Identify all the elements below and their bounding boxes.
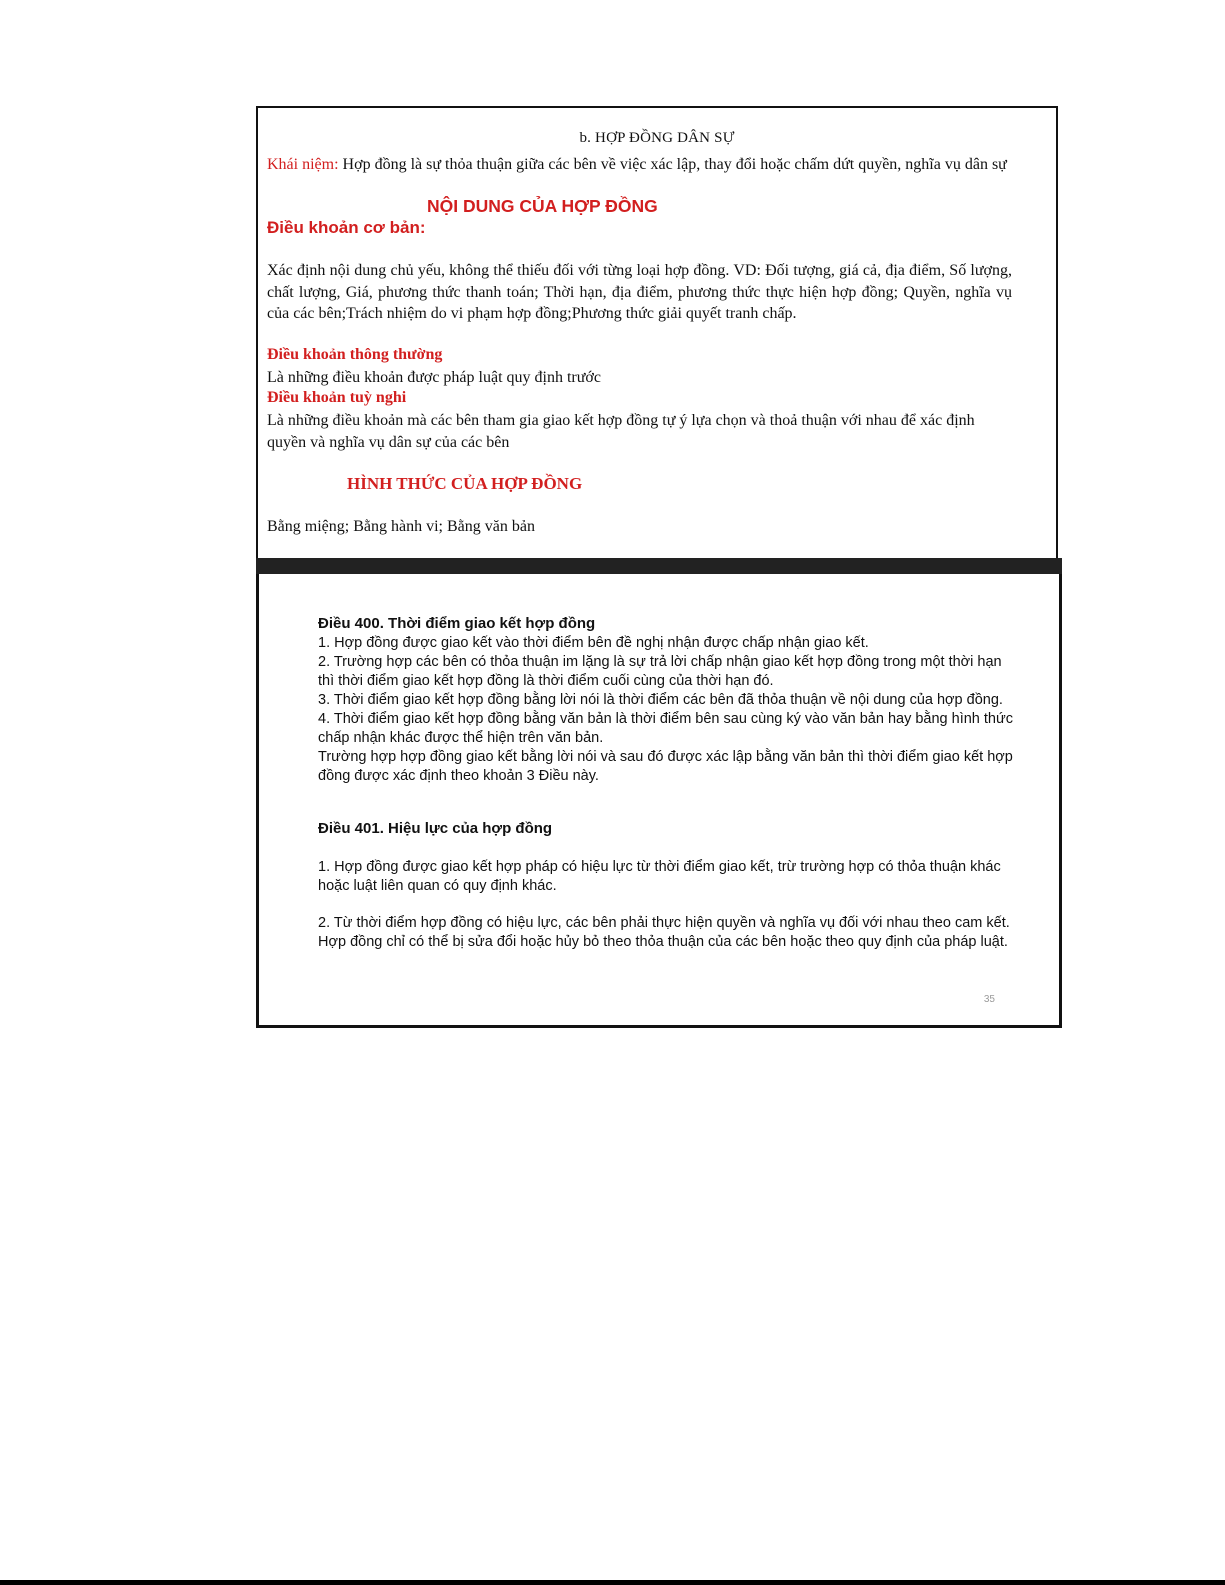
usual-terms-heading: Điều khoản thông thường	[267, 346, 443, 363]
article-401-item-2: 2. Từ thời điểm hợp đồng có hiệu lực, các bên phải thực hiện quyền và nghĩa vụ đối với nhau theo cam kết. Hợp đồng chỉ có thể bị sửa đổi hoặc hủy bỏ theo thỏa thuận của các bên hoặc theo quy định của pháp luật.	[318, 915, 1010, 950]
form-text: Bằng miệng; Bằng hành vi; Bằng văn bản	[267, 518, 535, 535]
list-item: 4. Thời điểm giao kết hợp đồng bằng văn bản là thời điểm bên sau cùng ký vào văn bản hay bằng hình thức chấp nhận khác được thể hiện trên văn bản.	[318, 711, 1013, 746]
concept-paragraph	[267, 154, 1012, 176]
slide-divider	[256, 558, 1062, 574]
basic-terms-heading: Điều khoản cơ bản:	[267, 218, 426, 237]
form-heading: HÌNH THỨC CỦA HỢP ĐỒNG	[347, 474, 583, 493]
article-401-item-1: 1. Hợp đồng được giao kết hợp pháp có hiệu lực từ thời điểm giao kết, trừ trường hợp có thỏa thuận khác hoặc luật liên quan có quy định khác.	[318, 859, 1001, 894]
article-401-heading: Điều 401. Hiệu lực của hợp đồng	[318, 820, 553, 837]
basic-terms-text: Xác định nội dung chủ yếu, không thể thiếu đối với từng loại hợp đồng. VD: Đối tượng, giá cả, địa điểm, Số lượng, chất lượng, Giá, phương thức thanh toán; Thời hạn, địa điểm, phương thức thực hiện hợp đồng; Quyền, nghĩa vụ của các bên;Trách nhiệm do vi phạm hợp đồng;Phương thức giải quyết tranh chấp.	[267, 262, 1012, 322]
slide-articles	[256, 574, 1062, 1028]
page-number: 35	[983, 994, 995, 1005]
article-400-heading: Điều 400. Thời điểm giao kết hợp đồng	[318, 615, 596, 632]
usual-terms-text: Là những điều khoản được pháp luật quy định trước	[267, 369, 601, 386]
article-400-body	[318, 634, 1018, 786]
list-item: 1. Hợp đồng được giao kết vào thời điểm bên đề nghị nhận được chấp nhận giao kết.	[318, 635, 869, 651]
concept-label: Khái niệm:	[267, 156, 339, 173]
slide-civil-contract	[256, 106, 1058, 558]
list-item: Trường hợp hợp đồng giao kết bằng lời nói và sau đó được xác lập bằng văn bản thì thời điểm giao kết hợp đồng được xác định theo khoản 3 Điều này.	[318, 749, 1013, 784]
concept-text: Hợp đồng là sự thỏa thuận giữa các bên về việc xác lập, thay đổi hoặc chấm dứt quyền, nghĩa vụ dân sự	[338, 156, 1007, 173]
content-heading: NỘI DUNG CỦA HỢP ĐỒNG	[427, 196, 658, 216]
optional-terms-heading: Điều khoản tuỳ nghi	[267, 389, 407, 406]
list-item: 2. Trường hợp các bên có thỏa thuận im lặng là sự trả lời chấp nhận giao kết hợp đồng trong một thời hạn thì thời điểm giao kết hợp đồng là thời điểm cuối cùng của thời hạn đó.	[318, 654, 1002, 689]
page-bottom-border	[0, 1580, 1225, 1585]
optional-terms-text: Là những điều khoản mà các bên tham gia giao kết hợp đồng tự ý lựa chọn và thoả thuận với nhau để xác định quyền và nghĩa vụ dân sự của các bên	[267, 412, 975, 451]
list-item: 3. Thời điểm giao kết hợp đồng bằng lời nói là thời điểm các bên đã thỏa thuận về nội dung của hợp đồng.	[318, 692, 1003, 708]
slide-title: b. HỢP ĐỒNG DÂN SỰ	[579, 130, 735, 146]
